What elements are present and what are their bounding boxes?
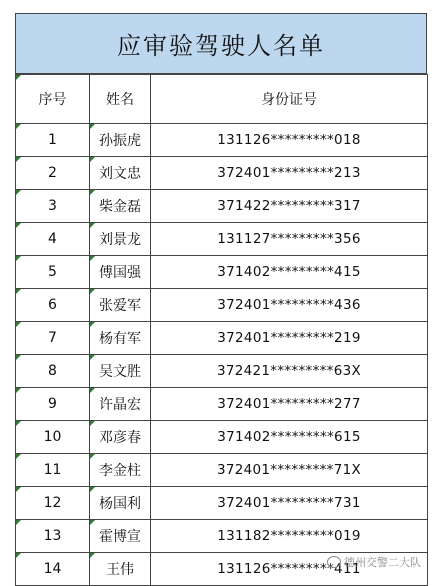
cell-seq: 10 bbox=[16, 421, 90, 454]
driver-table bbox=[15, 74, 428, 586]
table-header-row bbox=[16, 75, 428, 124]
cell-seq: 3 bbox=[16, 190, 90, 223]
cell-seq: 12 bbox=[16, 487, 90, 520]
header-seq: 序号 bbox=[16, 75, 90, 124]
cell-id: 372401*********277 bbox=[151, 388, 428, 421]
cell-seq: 13 bbox=[16, 520, 90, 553]
cell-seq: 1 bbox=[16, 124, 90, 157]
cell-id: 131126*********018 bbox=[151, 124, 428, 157]
table-row bbox=[16, 190, 428, 223]
table-row bbox=[16, 256, 428, 289]
cell-id: 372401*********219 bbox=[151, 322, 428, 355]
cell-name: 刘景龙 bbox=[90, 223, 151, 256]
spreadsheet bbox=[15, 13, 427, 578]
cell-name: 王伟 bbox=[90, 553, 151, 586]
cell-id: 372401*********731 bbox=[151, 487, 428, 520]
table-row bbox=[16, 289, 428, 322]
cell-seq: 8 bbox=[16, 355, 90, 388]
cell-seq: 6 bbox=[16, 289, 90, 322]
watermark bbox=[327, 554, 421, 570]
cell-name: 柴金磊 bbox=[90, 190, 151, 223]
cell-name: 霍博宣 bbox=[90, 520, 151, 553]
cell-name: 许晶宏 bbox=[90, 388, 151, 421]
cell-seq: 7 bbox=[16, 322, 90, 355]
cell-name: 邓彦春 bbox=[90, 421, 151, 454]
table-row bbox=[16, 454, 428, 487]
cell-id: 372401*********71X bbox=[151, 454, 428, 487]
cell-seq: 2 bbox=[16, 157, 90, 190]
cell-id: 131127*********356 bbox=[151, 223, 428, 256]
table-row bbox=[16, 355, 428, 388]
cell-name: 傅国强 bbox=[90, 256, 151, 289]
wechat-icon bbox=[327, 556, 341, 568]
cell-seq: 14 bbox=[16, 553, 90, 586]
table-row bbox=[16, 157, 428, 190]
table-row bbox=[16, 124, 428, 157]
cell-id: 372401*********436 bbox=[151, 289, 428, 322]
table-row bbox=[16, 223, 428, 256]
table-row bbox=[16, 322, 428, 355]
cell-id: 371422*********317 bbox=[151, 190, 428, 223]
table-row bbox=[16, 388, 428, 421]
cell-name: 吴文胜 bbox=[90, 355, 151, 388]
cell-name: 李金柱 bbox=[90, 454, 151, 487]
table-body bbox=[16, 124, 428, 586]
cell-name: 刘文忠 bbox=[90, 157, 151, 190]
cell-id: 371402*********615 bbox=[151, 421, 428, 454]
cell-name: 张爱军 bbox=[90, 289, 151, 322]
table-row bbox=[16, 487, 428, 520]
cell-id: 372421*********63X bbox=[151, 355, 428, 388]
cell-seq: 4 bbox=[16, 223, 90, 256]
table-row bbox=[16, 520, 428, 553]
cell-id: 131126*********411 bbox=[151, 553, 428, 586]
cell-id: 371402*********415 bbox=[151, 256, 428, 289]
cell-name: 杨国利 bbox=[90, 487, 151, 520]
cell-seq: 9 bbox=[16, 388, 90, 421]
cell-id: 131182*********019 bbox=[151, 520, 428, 553]
cell-name: 孙振虎 bbox=[90, 124, 151, 157]
cell-name: 杨有军 bbox=[90, 322, 151, 355]
cell-id: 372401*********213 bbox=[151, 157, 428, 190]
cell-seq: 5 bbox=[16, 256, 90, 289]
header-id: 身份证号 bbox=[151, 75, 428, 124]
page-title: 应审验驾驶人名单 bbox=[15, 13, 427, 74]
table-row bbox=[16, 421, 428, 454]
header-name: 姓名 bbox=[90, 75, 151, 124]
watermark-text: 德州交警二大队 bbox=[344, 556, 421, 569]
cell-seq: 11 bbox=[16, 454, 90, 487]
